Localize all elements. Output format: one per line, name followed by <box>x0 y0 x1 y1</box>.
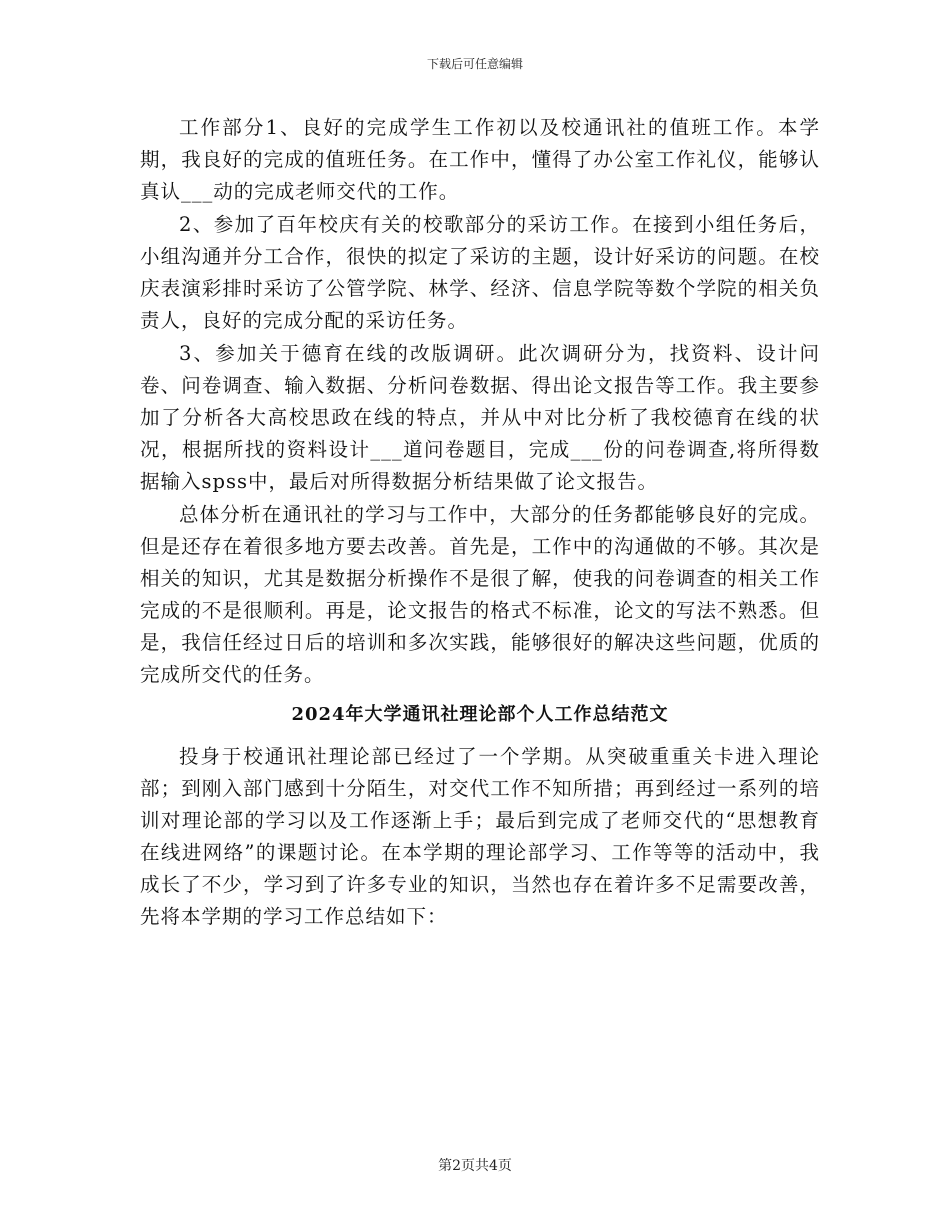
section-title: 2024年大学通讯社理论部个人工作总结范文 <box>291 704 669 725</box>
paragraph-intro: 投身于校通讯社理论部已经过了一个学期。从突破重重关卡进入理论部；到刚入部门感到十分陌生，对交代工作不知所措；再到经过一系列的培训对理论部的学习以及工作逐渐上手；最后到完成了老师交代的“思想教育在线进网络”的课题讨论。在本学期的理论部学习、工作等等的活动中，我成长了不少，学习到了许多专业的知识，当然也存在着许多不足需要改善，先将本学期的学习工作总结如下： <box>140 745 820 928</box>
paragraph-summary: 总体分析在通讯社的学习与工作中，大部分的任务都能够良好的完成。但是还存在着很多地方要去改善。首先是，工作中的沟通做的不够。其次是相关的知识，尤其是数据分析操作不是很了解，使我的问卷调查的相关工作完成的不是很顺利。再是，论文报告的格式不标准，论文的写法不熟悉。但是，我信任经过日后的培训和多次实践，能够很好的解决这些问题，优质的完成所交代的任务。 <box>140 503 820 686</box>
page-header: 下载后可任意编辑 <box>426 57 523 71</box>
paragraph-work-part-3: 3、参加关于德育在线的改版调研。此次调研分为，找资料、设计问卷、问卷调查、输入数据、分析问卷数据、得出论文报告等工作。我主要参加了分析各大高校思政在线的特点，并从中对比分析了我校德育在线的状况，根据所找的资料设计___道问卷题目，完成___份的问卷调查,将所得数据输入spss中，最后对所得数据分析结果做了论文报告。 <box>140 342 820 493</box>
page-footer: 第2页共4页 <box>438 1158 512 1174</box>
paragraph-work-part-2: 2、参加了百年校庆有关的校歌部分的采访工作。在接到小组任务后，小组沟通并分工合作，很快的拟定了采访的主题，设计好采访的问题。在校庆表演彩排时采访了公管学院、林学、经济、信息学院等数个学院的相关负责人，良好的完成分配的采访任务。 <box>140 213 820 332</box>
paragraph-work-part-1: 工作部分1、良好的完成学生工作初以及校通讯社的值班工作。本学期，我良好的完成的值班任务。在工作中，懂得了办公室工作礼仪，能够认真认___动的完成老师交代的工作。 <box>140 116 820 203</box>
document-body <box>140 112 820 933</box>
